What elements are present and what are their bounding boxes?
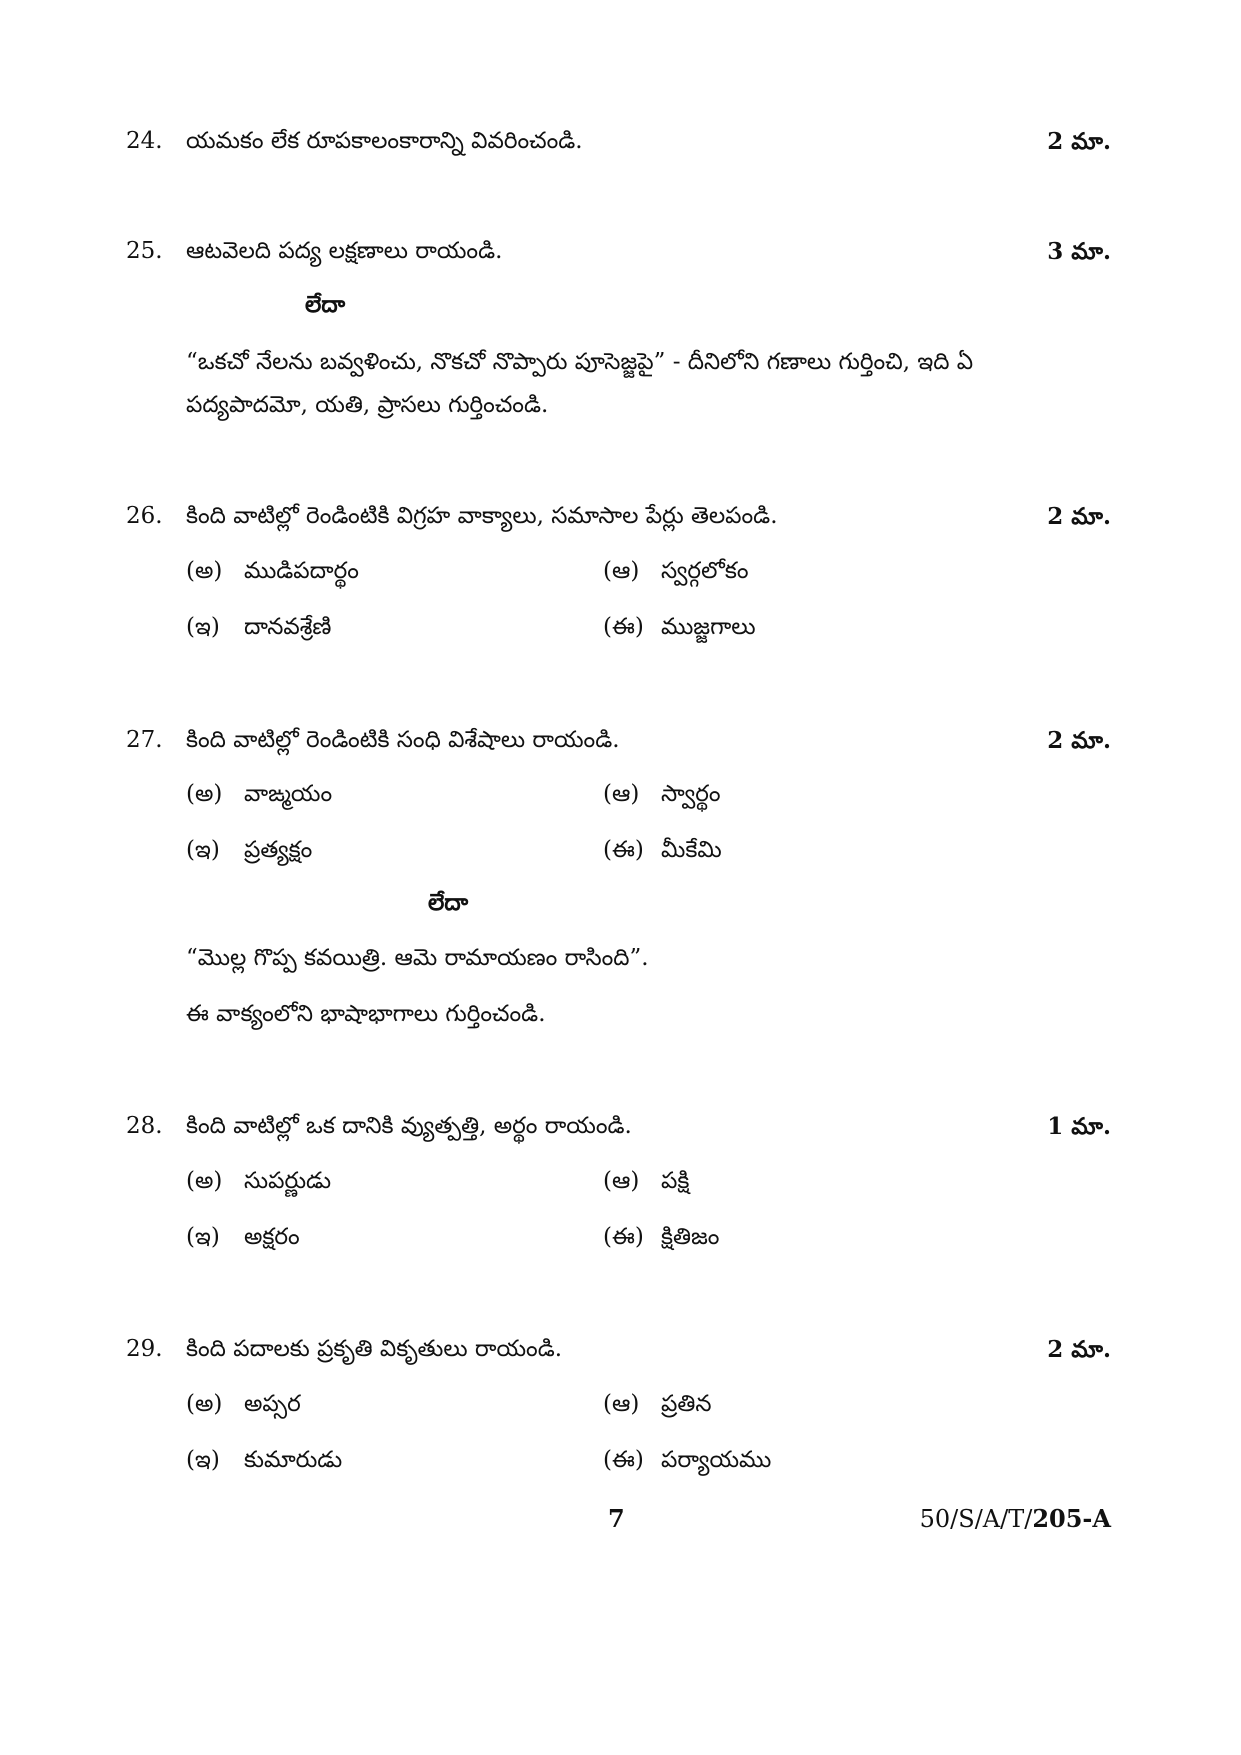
option-label: (ఆ) [603,1168,640,1194]
option-label: (అ) [186,1391,223,1417]
option-label: (అ) [186,1168,223,1194]
question-number: 24. [126,128,163,154]
option-aa [603,558,749,590]
question-marks: 2 మా. [1047,128,1111,155]
option-label: (ఆ) [603,781,640,807]
option-label: (ఆ) [603,1391,640,1417]
question-text: కింది వాటిల్లో రెండింటికి విగ్రహ వాక్యాలు, సమాసాల పేర్లు తెలపండి. [186,503,778,529]
question-text: ఆటవెలది పద్య లక్షణాలు రాయండి. [186,238,503,264]
option-text: స్వర్గలోకం [661,558,749,584]
or-label: లేదా [428,889,469,916]
or-label: లేదా [305,291,346,318]
question-29 [126,1336,1111,1376]
question-marks: 3 మా. [1047,238,1111,265]
option-label: (ఇ) [186,1224,220,1250]
option-i [186,614,331,646]
question-text: యమకం లేక రూపకాలంకారాన్ని వివరించండి. [186,128,583,154]
option-label: (అ) [186,558,223,584]
option-a [186,558,359,590]
question-marks: 2 మా. [1047,1336,1111,1363]
question-number: 29. [126,1336,163,1362]
option-ii [603,614,756,646]
option-label: (ఈ) [603,1224,644,1250]
question-25 [126,238,1111,278]
option-text: అప్సర [244,1391,301,1417]
option-label: (ఆ) [603,558,640,584]
option-i [186,837,312,869]
paper-code [920,1504,1111,1533]
question-marks: 1 మా. [1047,1113,1111,1140]
option-label: (ఇ) [186,837,220,863]
option-text: అక్షరం [244,1224,300,1250]
option-ii [603,1447,771,1479]
question-marks: 2 మా. [1047,727,1111,754]
question-number: 26. [126,503,163,529]
paper-code-prefix: 50/S/A/T/ [919,1505,1033,1533]
option-a [186,781,332,813]
page-number: 7 [608,1504,625,1533]
question-number: 27. [126,727,163,753]
question-24 [126,128,1111,168]
option-aa [603,1168,689,1200]
question-27 [126,727,1111,767]
option-text: క్షితిజం [661,1224,720,1250]
alternate-question-line-2: పద్యపాదమో, యతి, ప్రాసలు గుర్తించండి. [186,392,549,418]
question-text: కింది పదాలకు ప్రకృతి వికృతులు రాయండి. [186,1336,563,1362]
question-marks: 2 మా. [1047,503,1111,530]
question-text: కింది వాటిల్లో రెండింటికి సంధి విశేషాలు రాయండి. [186,727,620,753]
question-28 [126,1113,1111,1153]
paper-code-suffix: 205-A [1032,1504,1111,1533]
option-text: కుమారుడు [244,1447,343,1473]
option-text: స్వార్థం [661,781,721,807]
option-aa [603,1391,712,1423]
alternate-question-line-2: ఈ వాక్యంలోని భాషాభాగాలు గుర్తించండి. [186,1001,546,1027]
alternate-question-line-1: “మొల్ల గొప్ప కవయిత్రి. ఆమె రామాయణం రాసింది”. [186,945,649,971]
option-text: ముజ్జగాలు [661,614,756,640]
option-text: ముడిపదార్థం [244,558,359,584]
question-26 [126,503,1111,543]
option-a [186,1168,331,1200]
option-label: (ఇ) [186,1447,220,1473]
option-i [186,1224,300,1256]
option-text: సుపర్ణుడు [244,1168,332,1194]
option-text: పర్యాయము [661,1447,772,1473]
option-ii [603,837,722,869]
option-label: (ఇ) [186,614,220,640]
option-text: మీకేమి [661,837,722,863]
option-i [186,1447,342,1479]
alternate-question-line-1: “ఒకచో నేలను బవ్వళించు, నొకచో నొప్పారు పూసెజ్జపై” - దీనిలోని గణాలు గుర్తించి, ఇది ఏ [186,349,974,375]
option-text: ప్రతిన [661,1391,712,1417]
option-label: (ఈ) [603,614,644,640]
option-text: దానవశ్రేణి [244,614,332,640]
option-aa [603,781,721,813]
question-number: 25. [126,238,163,264]
option-text: వాఙ్మయం [244,781,333,807]
option-label: (అ) [186,781,223,807]
option-a [186,1391,301,1423]
option-text: ప్రత్యక్షం [244,837,313,863]
question-number: 28. [126,1113,163,1139]
option-text: పక్షి [661,1168,690,1194]
option-ii [603,1224,719,1256]
question-text: కింది వాటిల్లో ఒక దానికి వ్యుత్పత్తి, అర్థం రాయండి. [186,1113,632,1139]
option-label: (ఈ) [603,1447,644,1473]
option-label: (ఈ) [603,837,644,863]
